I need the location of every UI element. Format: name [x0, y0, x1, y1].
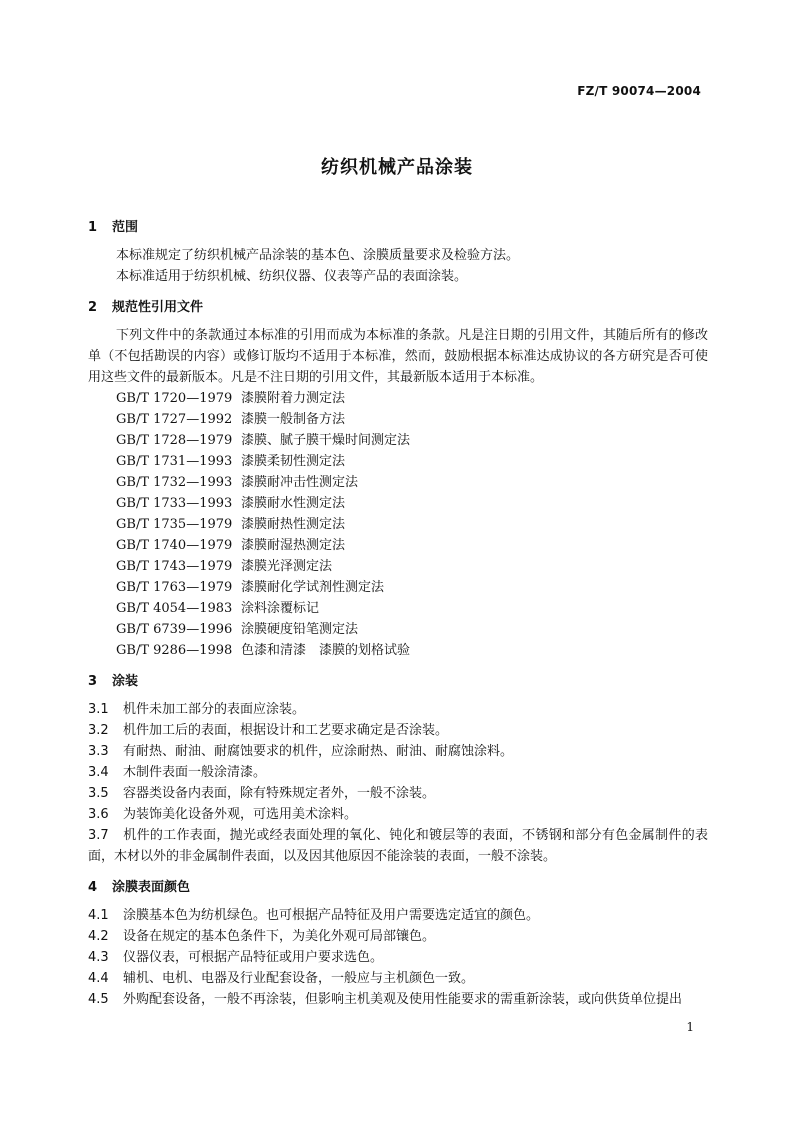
clause-text: 机件加工后的表面，根据设计和工艺要求确定是否涂装。 [123, 723, 449, 738]
clause [88, 989, 708, 1010]
reference-code: GB/T 1727—1992 [116, 412, 233, 427]
reference-title: 漆膜耐湿热测定法 [241, 538, 346, 553]
clause-number: 4.4 [88, 971, 109, 986]
clause [88, 699, 708, 720]
section-number: 3 [88, 674, 98, 689]
clause-number: 4.2 [88, 929, 109, 944]
reference-title: 漆膜柔韧性测定法 [241, 454, 346, 469]
reference-title: 漆膜、腻子膜干燥时间测定法 [241, 433, 411, 448]
reference-title: 漆膜耐水性测定法 [241, 496, 346, 511]
document-body [88, 217, 708, 1010]
reference-code: GB/T 1763—1979 [116, 580, 233, 595]
reference-title: 色漆和清漆 漆膜的划格试验 [241, 643, 411, 658]
reference-code: GB/T 1733—1993 [116, 496, 233, 511]
reference-item [116, 556, 708, 577]
document-title: 纺织机械产品涂装 [321, 157, 473, 178]
clause-text: 为装饰美化设备外观，可选用美术涂料。 [123, 807, 358, 822]
clause-text: 木制件表面一般涂清漆。 [123, 765, 267, 780]
clause [88, 741, 708, 762]
reference-code: GB/T 1720—1979 [116, 391, 233, 406]
reference-item [116, 577, 708, 598]
section-title: 范围 [112, 220, 139, 235]
clause [88, 968, 708, 989]
section-title: 涂装 [112, 674, 139, 689]
reference-item [116, 409, 708, 430]
reference-item [116, 640, 708, 661]
reference-code: GB/T 1728—1979 [116, 433, 233, 448]
clause-text: 容器类设备内表面，除有特殊规定者外，一般不涂装。 [123, 786, 436, 801]
reference-title: 涂料涂覆标记 [241, 601, 320, 616]
reference-list [116, 388, 708, 661]
reference-title: 漆膜一般制备方法 [241, 412, 346, 427]
clause-number: 4.3 [88, 950, 109, 965]
clause-text: 外购配套设备，一般不再涂装，但影响主机美观及使用性能要求的需重新涂装，或向供货单位提出 [123, 992, 683, 1007]
clause [88, 804, 708, 825]
clause-text: 仪器仪表，可根据产品特征或用户要求选色。 [123, 950, 384, 965]
reference-code: GB/T 4054—1983 [116, 601, 233, 616]
page-number: 1 [686, 1020, 694, 1034]
reference-item [116, 619, 708, 640]
section-number: 2 [88, 300, 98, 315]
reference-item [116, 451, 708, 472]
clause-number: 3.7 [88, 828, 109, 843]
reference-title: 漆膜耐热性测定法 [241, 517, 346, 532]
reference-code: GB/T 1743—1979 [116, 559, 233, 574]
reference-item [116, 388, 708, 409]
reference-title: 漆膜耐冲击性测定法 [241, 475, 359, 490]
standard-number: FZ/T 90074—2004 [577, 84, 701, 98]
clause-number: 3.5 [88, 786, 109, 801]
reference-item [116, 493, 708, 514]
clause [88, 905, 708, 926]
clause-text: 辅机、电机、电器及行业配套设备，一般应与主机颜色一致。 [123, 971, 475, 986]
reference-code: GB/T 1731—1993 [116, 454, 233, 469]
section-1-heading [88, 217, 708, 239]
reference-item [116, 514, 708, 535]
references-intro: 下列文件中的条款通过本标准的引用而成为本标准的条款。凡是注日期的引用文件，其随后所有的修改单（不包括勘误的内容）或修订版均不适用于本标准，然而，鼓励根据本标准达成协议的各方研究是否可使用这些文件的最新版本。凡是不注日期的引用文件，其最新版本适用于本标准。 [88, 328, 708, 385]
reference-code: GB/T 1740—1979 [116, 538, 233, 553]
clause-number: 3.2 [88, 723, 109, 738]
clause-text: 机件的工作表面，抛光或经表面处理的氧化、钝化和镀层等的表面，不锈钢和部分有色金属制件的表面，木材以外的非金属制件表面，以及因其他原因不能涂装的表面，一般不涂装。 [88, 828, 708, 864]
clause [88, 947, 708, 968]
clause-number: 4.1 [88, 908, 109, 923]
reference-code: GB/T 1735—1979 [116, 517, 233, 532]
reference-item [116, 598, 708, 619]
clause [88, 825, 708, 867]
reference-title: 漆膜附着力测定法 [241, 391, 346, 406]
section-number: 4 [88, 880, 98, 895]
clause-number: 3.6 [88, 807, 109, 822]
reference-code: GB/T 6739—1996 [116, 622, 233, 637]
clause [88, 762, 708, 783]
clause-number: 3.1 [88, 702, 109, 717]
reference-item [116, 472, 708, 493]
section-title: 涂膜表面颜色 [112, 880, 191, 895]
section-title: 规范性引用文件 [112, 300, 204, 315]
clause [88, 783, 708, 804]
reference-code: GB/T 1732—1993 [116, 475, 233, 490]
clause-text: 机件未加工部分的表面应涂装。 [123, 702, 306, 717]
scope-paragraph: 本标准规定了纺织机械产品涂装的基本色、涂膜质量要求及检验方法。 [116, 248, 520, 263]
section-2-heading [88, 297, 708, 319]
clause-number: 3.4 [88, 765, 109, 780]
section-4-heading [88, 877, 708, 899]
section-number: 1 [88, 220, 98, 235]
clause-text: 有耐热、耐油、耐腐蚀要求的机件，应涂耐热、耐油、耐腐蚀涂料。 [123, 744, 514, 759]
reference-code: GB/T 9286—1998 [116, 643, 233, 658]
clause-number: 3.3 [88, 744, 109, 759]
reference-title: 涂膜硬度铅笔测定法 [241, 622, 359, 637]
clause-text: 设备在规定的基本色条件下，为美化外观可局部镶色。 [123, 929, 436, 944]
clause [88, 926, 708, 947]
clause [88, 720, 708, 741]
reference-title: 漆膜耐化学试剂性测定法 [241, 580, 385, 595]
section-3-heading [88, 671, 708, 693]
scope-paragraph: 本标准适用于纺织机械、纺织仪器、仪表等产品的表面涂装。 [116, 269, 468, 284]
reference-item [116, 535, 708, 556]
clause-text: 涂膜基本色为纺机绿色。也可根据产品特征及用户需要选定适宜的颜色。 [123, 908, 540, 923]
reference-item [116, 430, 708, 451]
clause-number: 4.5 [88, 992, 109, 1007]
reference-title: 漆膜光泽测定法 [241, 559, 333, 574]
